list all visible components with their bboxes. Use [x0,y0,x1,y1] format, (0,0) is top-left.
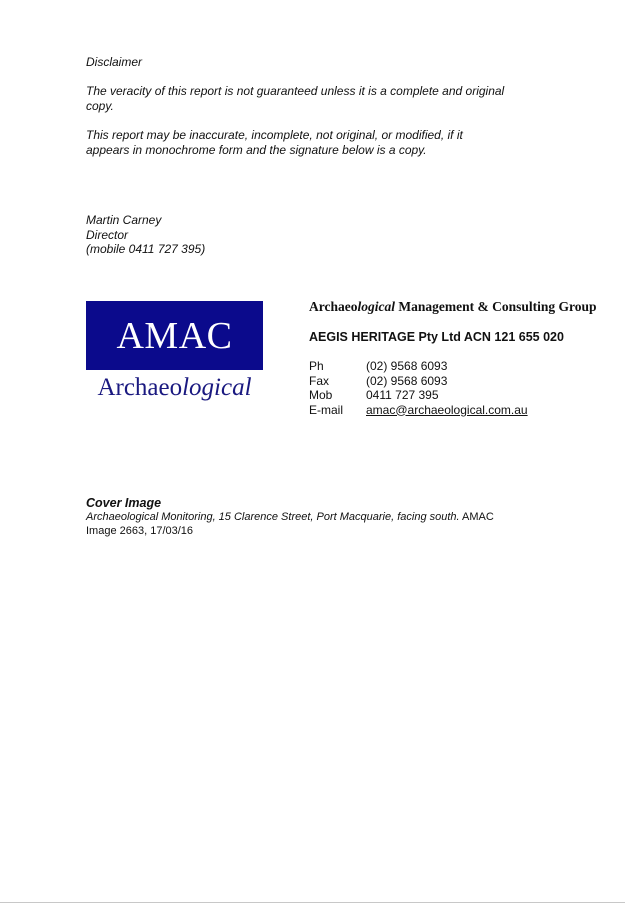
contact-value: 0411 727 395 [366,388,439,402]
signatory-mobile: (mobile 0411 727 395) [86,242,206,256]
caption-italic: Archaeological Monitoring, 15 Clarence Street, Port Macquarie, facing south. [86,511,460,523]
logo-word-italic: logical [182,374,252,401]
disclaimer-heading: Disclaimer [86,55,143,69]
logo-word-plain: Archaeo [97,374,183,401]
disclaimer-paragraph-1: The veracity of this report is not guaranteed unless it is a complete and original copy. [86,84,505,113]
contact-list [309,359,528,417]
cover-image-heading: Cover Image [86,496,162,510]
contact-label: E-mail [309,402,344,417]
org-title-part-1: Archaeo [309,299,358,314]
organisation-title [309,299,597,315]
signatory-name: Martin Carney [86,213,162,227]
caption-plain: AMAC Image 2663, 17/03/16 [86,511,494,537]
disclaimer-paragraph-2: This report may be inaccurate, incomplete, not original, or modified, if it appears in monochrome form and the signature below is a copy. [86,128,463,157]
page-bottom-divider [0,902,625,903]
signatory-role: Director [86,227,129,242]
signature-block [86,213,205,257]
contact-row-phone [309,359,528,374]
contact-row-email [309,403,528,418]
contact-label: Fax [309,373,330,388]
amac-logo-box: AMAC [86,301,263,370]
contact-label: Ph [309,359,324,373]
cover-image-caption [86,511,526,538]
org-title-part-3: Management & Consulting Group [395,299,597,314]
org-title-part-2: logical [357,299,395,314]
amac-logo-wordmark [86,374,263,402]
company-name: AEGIS HERITAGE Pty Ltd ACN 121 655 020 [309,330,564,344]
contact-label: Mob [309,388,333,402]
contact-row-fax [309,374,528,389]
contact-value: (02) 9568 6093 [366,373,448,388]
email-link[interactable]: amac@archaeological.com.au [366,402,528,417]
contact-row-mobile [309,388,528,403]
contact-value: (02) 9568 6093 [366,359,448,373]
